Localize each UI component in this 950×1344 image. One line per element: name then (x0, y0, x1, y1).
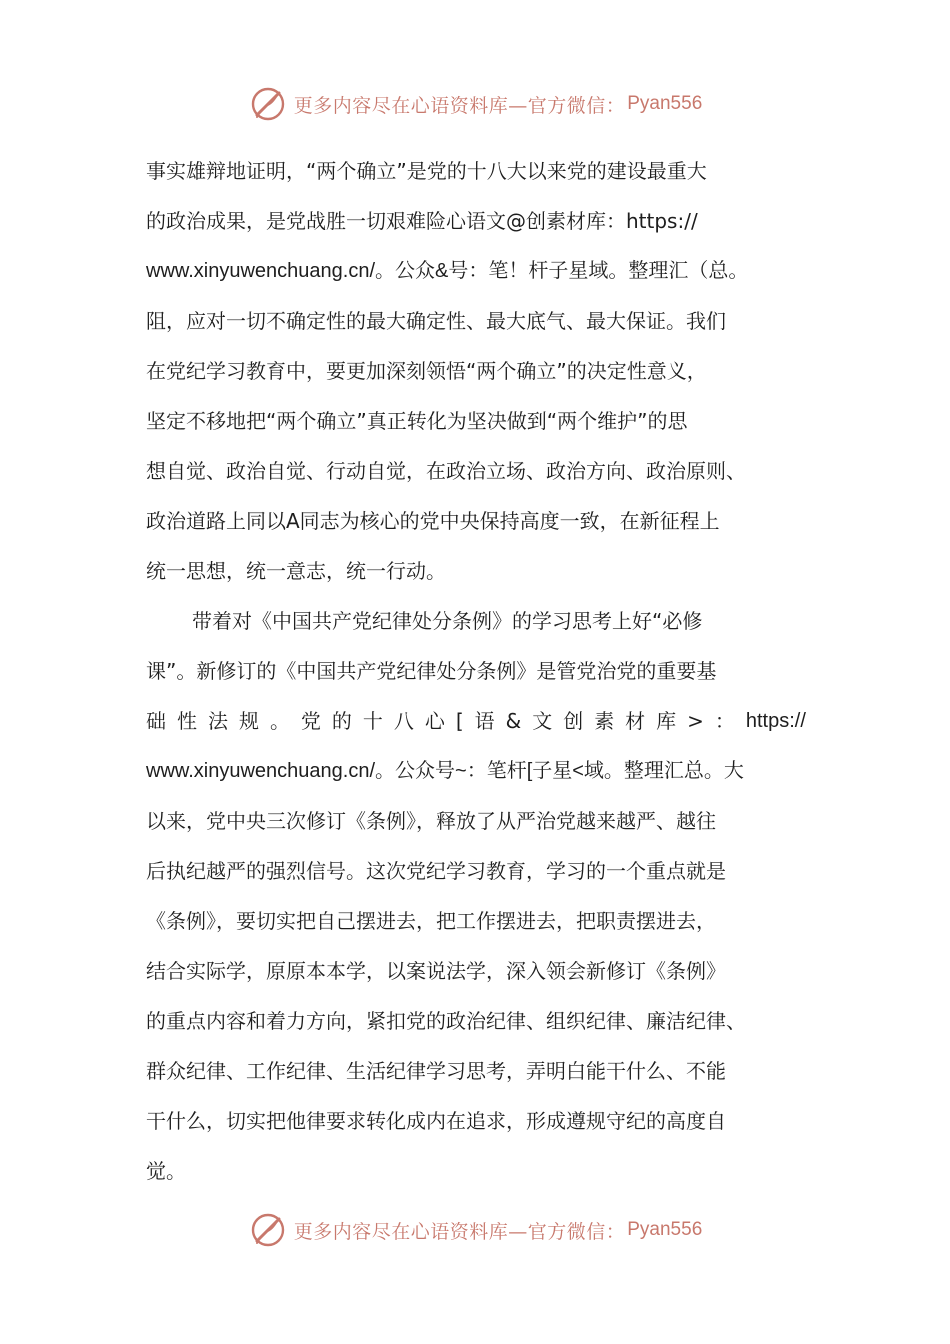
glyph: 材 (625, 709, 646, 733)
text-line: 在党纪学习教育中，要更加深刻领悟“两个确立”的决定性意义， (146, 359, 707, 383)
glyph: 础 (146, 709, 166, 733)
text-line: 事实雄辩地证明，“两个确立”是党的十八大以来党的建设最重大 (146, 159, 707, 183)
text-line: 带着对《中国共产党纪律处分条例》的学习思考上好“必修 (192, 609, 703, 633)
glyph: 十 (362, 709, 383, 733)
glyph: 法 (207, 709, 228, 733)
glyph: & (505, 709, 522, 733)
watermark-banner-top (0, 84, 950, 124)
glyph: 创 (563, 709, 584, 733)
text-line: 想自觉、政治自觉、行动自觉，在政治立场、政治方向、政治原则、 (146, 459, 746, 483)
glyph: 心 (424, 709, 445, 733)
glyph: 库 (656, 709, 677, 733)
text-line: 《条例》，要切实把自己摆进去，把工作摆进去，把职责摆进去， (146, 909, 716, 933)
paragraph-2 (146, 596, 822, 1196)
watermark-wechat-id: Pyan556 (627, 93, 703, 114)
text-line: 坚定不移地把“两个确立”真正转化为坚决做到“两个维护”的思 (146, 409, 688, 433)
paragraph-1 (146, 146, 822, 596)
text-line: 的重点内容和着力方向，紧扣党的政治纪律、组织纪律、廉洁纪律、 (146, 1009, 746, 1033)
glyph: 规 (238, 709, 259, 733)
glyph: [ (455, 709, 464, 733)
body-text (146, 146, 822, 1196)
text-line: 政治道路上同以A同志为核心的党中央保持高度一致，在新征程上 (146, 509, 720, 533)
glyph: ： (714, 709, 735, 733)
glyph: 党 (300, 709, 321, 733)
glyph: 八 (393, 709, 414, 733)
glyph: > (687, 709, 704, 733)
text-line: 干什么，切实把他律要求转化成内在追求，形成遵规守纪的高度自 (146, 1109, 726, 1133)
watermark-wechat-id: Pyan556 (627, 1219, 703, 1240)
watermark-text: 更多内容尽在心语资料库—官方微信： (293, 1220, 626, 1243)
glyph: 素 (594, 709, 615, 733)
glyph: 文 (532, 709, 553, 733)
text-line: 统一思想，统一意志，统一行动。 (146, 559, 446, 583)
text-line: www.xinyuwenchuang.cn/。公众&号：笔！杆子星域。整理汇（总。 (146, 260, 749, 282)
text-line: 课”。新修订的《中国共产党纪律处分条例》是管党治党的重要基 (146, 659, 717, 683)
glyph: 。 (269, 709, 290, 733)
quill-logo-icon (248, 1210, 288, 1250)
text-line: 以来，党中央三次修订《条例》，释放了从严治党越来越严、越往 (146, 809, 716, 833)
text-line: 后执纪越严的强烈信号。这次党纪学习教育，学习的一个重点就是 (146, 859, 726, 883)
watermark-banner-bottom (0, 1210, 950, 1250)
text-line: 觉。 (146, 1159, 186, 1183)
text-line: 的政治成果，是党战胜一切艰难险心语文@创素材库：https:// (146, 209, 698, 233)
text-line: 群众纪律、工作纪律、生活纪律学习思考，弄明白能干什么、不能 (146, 1059, 726, 1083)
glyph: 性 (176, 709, 197, 733)
glyph: 的 (331, 709, 352, 733)
text-line: www.xinyuwenchuang.cn/。公众号~：笔杆[子星<域。整理汇总。大 (146, 760, 744, 782)
quill-logo-icon (248, 84, 288, 124)
watermark-text: 更多内容尽在心语资料库—官方微信： (293, 94, 626, 117)
glyph: 语 (474, 709, 495, 733)
text-line: 结合实际学，原原本本学，以案说法学，深入领会新修订《条例》 (146, 959, 726, 983)
text-line: 阻，应对一切不确定性的最大确定性、最大底气、最大保证。我们 (146, 309, 726, 333)
glyph-url: https:// (745, 710, 806, 732)
text-line-justified (146, 696, 806, 746)
